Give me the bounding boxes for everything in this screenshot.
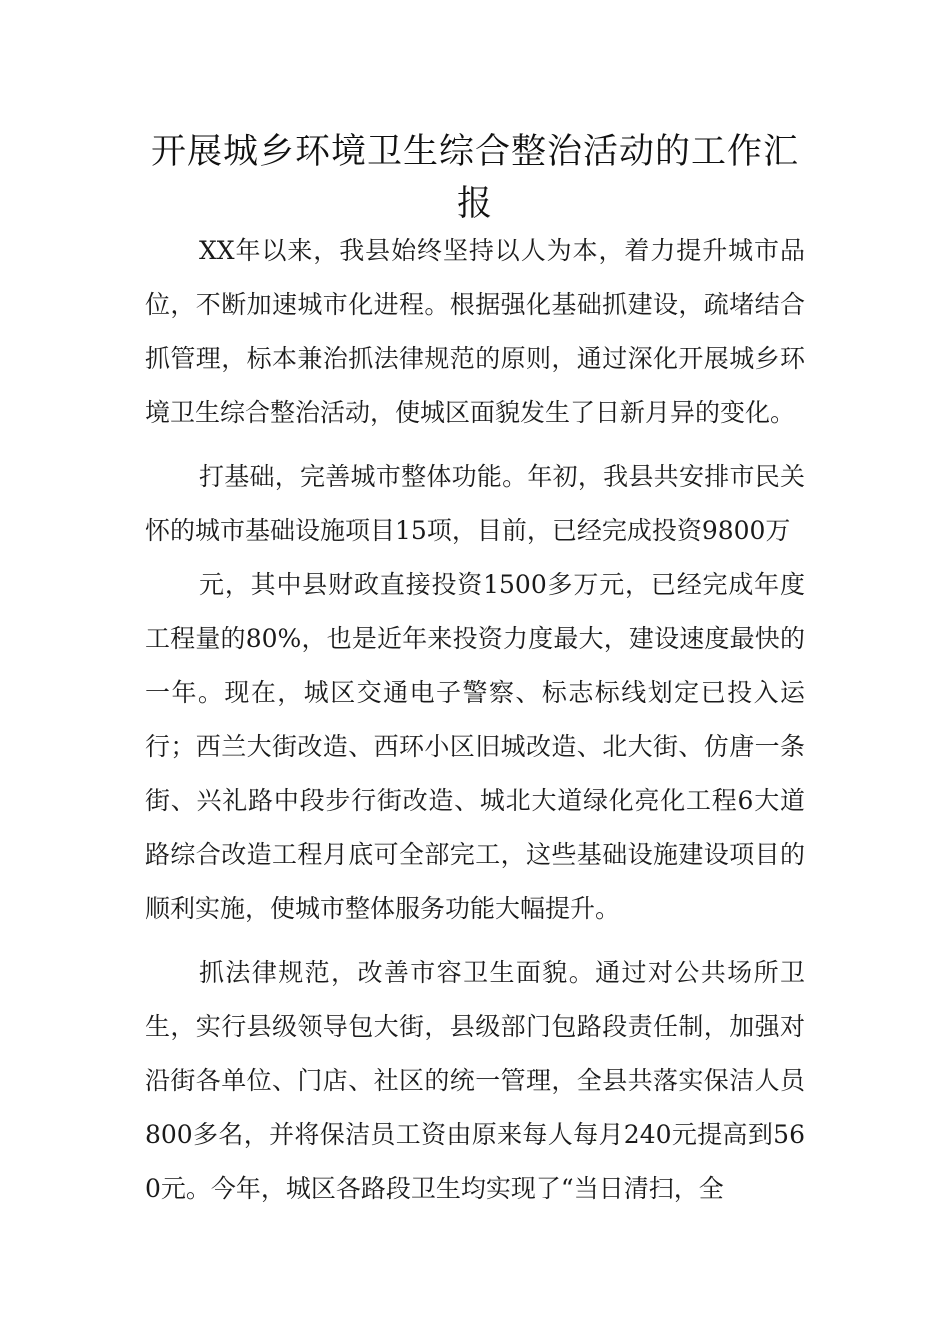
paragraph-2: 打基础，完善城市整体功能。年初，我县共安排市民关怀的城市基础设施项目15项，目前，已经完成投资9800万 — [145, 462, 805, 545]
paragraph-4: 抓法律规范，改善市容卫生面貌。通过对公共场所卫生，实行县级领导包大街，县级部门包路段责任制，加强对沿街各单位、门店、社区的统一管理，全县共落实保洁人员800多名，并将保洁员工资由原来每人每月240元提高到560元。今年，城区各路段卫生均实现了“当日清扫，全 — [145, 958, 805, 1203]
paragraph-1: XX年以来，我县始终坚持以人为本，着力提升城市品位，不断加速城市化进程。根据强化基础抓建设，疏堵结合抓管理，标本兼治抓法律规范的原则，通过深化开展城乡环境卫生综合整治活动，使城区面貌发生了日新月异的变化。 — [145, 236, 805, 427]
document-body — [145, 224, 805, 1226]
document-title: 开展城乡环境卫生综合整治活动的工作汇报 — [150, 132, 799, 224]
paragraph-3: 元，其中县财政直接投资1500多万元，已经完成年度工程量的80%，也是近年来投资力度最大，建设速度最快的一年。现在，城区交通电子警察、标志标线划定已投入运行；西兰大街改造、西环小区旧城改造、北大街、仿唐一条街、兴礼路中段步行街改造、城北大道绿化亮化工程6大道路综合改造工程月底可全部完工，这些基础设施建设项目的顺利实施，使城市整体服务功能大幅提升。 — [145, 570, 805, 923]
